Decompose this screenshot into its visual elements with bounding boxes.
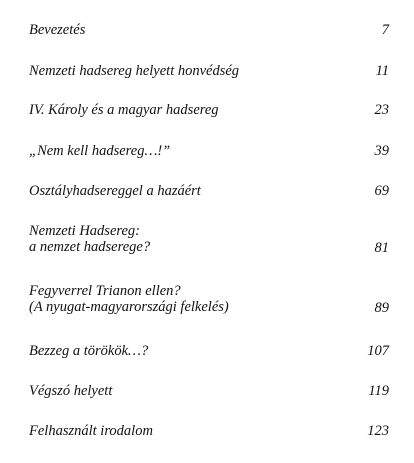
- toc-entry-page: 39: [374, 143, 389, 159]
- toc-entry-title: Fegyverrel Trianon ellen? (A nyugat-magyarországi felkelés): [29, 283, 229, 315]
- toc-entry-page: 69: [374, 183, 389, 199]
- toc-entry-title: IV. Károly és a magyar hadsereg: [29, 102, 219, 118]
- toc-entry-page: 123: [367, 423, 389, 439]
- toc-entry-page: 7: [381, 22, 389, 38]
- toc-entry-page: 11: [375, 63, 389, 79]
- toc-entry-title: Végszó helyett: [29, 383, 113, 399]
- toc-entry-page: 89: [374, 300, 389, 316]
- toc-entry-title: Osztályhadsereggel a hazáért: [29, 183, 201, 199]
- toc-entry-title: „Nem kell hadsereg…!”: [29, 143, 171, 159]
- toc-entry-title: Nemzeti hadsereg helyett honvédség: [29, 63, 240, 79]
- toc-entry-page: 119: [368, 383, 389, 399]
- toc-entry-page: 23: [374, 102, 389, 118]
- toc-entry-page: 107: [367, 343, 389, 359]
- toc-entry-title: Nemzeti Hadsereg: a nemzet hadserege?: [29, 223, 151, 255]
- toc-entry-title: Bevezetés: [29, 22, 86, 38]
- toc-entry-page: 81: [374, 240, 389, 256]
- toc-entry-title: Felhasznált irodalom: [29, 423, 153, 439]
- toc-entry-title: Bezzeg a törökök…?: [29, 343, 149, 359]
